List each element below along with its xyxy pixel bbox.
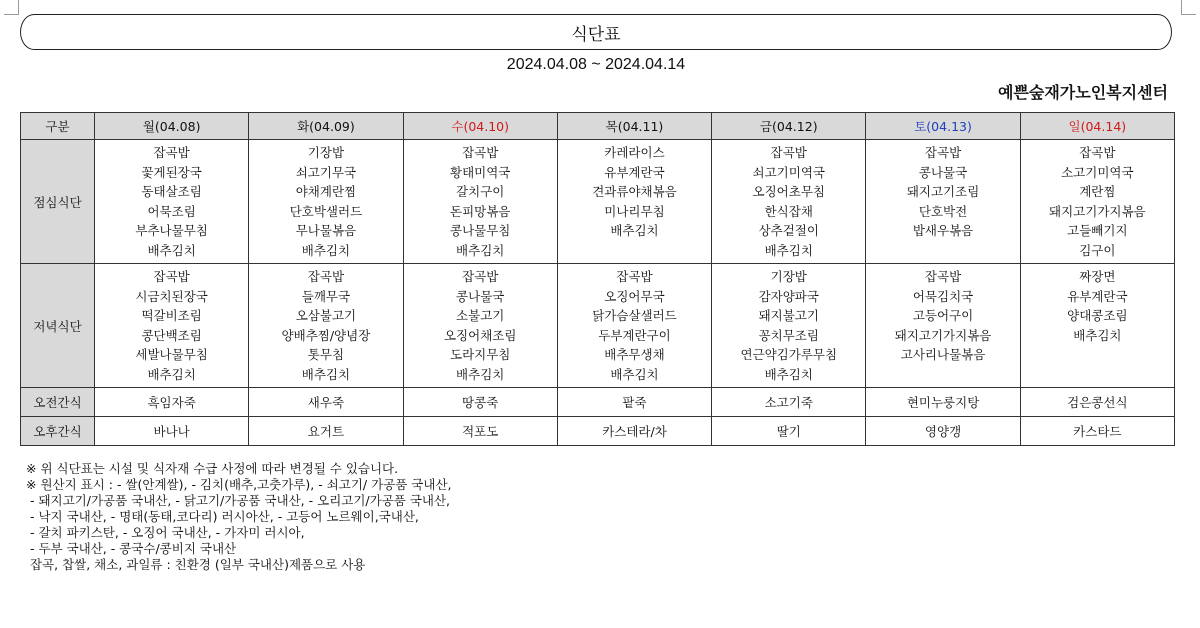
note-line: - 낙지 국내산, - 명태(동태,코다리) 러시아산, - 고등어 노르웨이,국내산, bbox=[26, 509, 419, 524]
menu-item: 견과류야채볶음 bbox=[592, 184, 677, 199]
day-header: 수(04.10) bbox=[403, 113, 557, 140]
menu-item: 도라지무침 bbox=[450, 347, 511, 362]
menu-cell bbox=[866, 264, 1020, 388]
menu-item: 동태살조림 bbox=[141, 184, 202, 199]
menu-item: 돈피망볶음 bbox=[450, 203, 511, 219]
menu-item: 꽁치무조림 bbox=[758, 327, 819, 343]
menu-item: 돼지불고기 bbox=[758, 308, 819, 323]
meal-row-snack bbox=[21, 417, 1175, 446]
menu-item: 돼지고기조림 bbox=[906, 184, 980, 199]
menu-item: 꽃게된장국 bbox=[141, 164, 202, 180]
menu-item: 돼지고기가지볶음 bbox=[894, 327, 992, 343]
menu-item: 배추무생채 bbox=[604, 347, 665, 362]
menu-item: 잡곡밥 bbox=[924, 269, 962, 284]
menu-item: 배추김치 bbox=[1073, 327, 1122, 343]
menu-item: 소불고기 bbox=[456, 308, 505, 323]
menu-cell bbox=[866, 417, 1020, 446]
menu-item: 단호박샐러드 bbox=[289, 203, 363, 219]
menu-item: 오징어채조림 bbox=[443, 327, 517, 343]
menu-item: 톳무침 bbox=[307, 347, 345, 362]
menu-item: 콩단백조림 bbox=[141, 327, 202, 343]
menu-item: 쇠고기무국 bbox=[295, 164, 357, 180]
menu-cell bbox=[403, 417, 557, 446]
menu-cell bbox=[712, 388, 866, 417]
menu-item: 배추김치 bbox=[610, 366, 659, 382]
menu-cell bbox=[95, 264, 249, 388]
menu-item: 잡곡밥 bbox=[1079, 145, 1116, 160]
menu-item: 잡곡밥 bbox=[462, 145, 499, 160]
menu-item: 세발나물무침 bbox=[135, 347, 208, 362]
menu-cell bbox=[557, 417, 711, 446]
menu-item: 배추김치 bbox=[147, 242, 196, 258]
menu-item: 떡갈비조림 bbox=[141, 308, 202, 323]
menu-item: 소고기죽 bbox=[764, 395, 813, 410]
menu-item: 땅콩죽 bbox=[462, 395, 499, 410]
menu-cell bbox=[557, 140, 711, 264]
corner-label: 구분 bbox=[21, 113, 95, 140]
menu-item: 어묵김치국 bbox=[912, 288, 974, 304]
menu-item: 두부계란구이 bbox=[598, 327, 671, 343]
center-name: 예쁜숲재가노인복지센터 bbox=[997, 83, 1168, 102]
menu-item: 콩나물무침 bbox=[450, 223, 511, 238]
menu-item: 잡곡밥 bbox=[153, 145, 190, 160]
meal-table bbox=[20, 112, 1175, 446]
menu-item: 닭가슴살샐러드 bbox=[592, 308, 677, 323]
notes bbox=[26, 461, 452, 573]
menu-cell bbox=[1020, 417, 1174, 446]
menu-cell bbox=[1020, 388, 1174, 417]
menu-item: 고사리나물볶음 bbox=[900, 347, 986, 362]
menu-item: 잡곡밥 bbox=[924, 145, 962, 160]
row-label: 저녁식단 bbox=[21, 264, 95, 388]
menu-item: 잡곡밥 bbox=[462, 269, 499, 284]
menu-item: 배추김치 bbox=[456, 242, 505, 258]
menu-item: 계란찜 bbox=[1079, 184, 1116, 199]
menu-item: 카레라이스 bbox=[604, 145, 665, 160]
menu-item: 연근약김가루무침 bbox=[740, 347, 838, 362]
menu-cell bbox=[557, 264, 711, 388]
menu-item: 어묵조림 bbox=[147, 203, 196, 219]
menu-item: 밥새우볶음 bbox=[912, 223, 974, 238]
menu-item: 배추김치 bbox=[301, 242, 351, 258]
corner-mark-top-right bbox=[1181, 0, 1196, 15]
menu-item: 김구이 bbox=[1079, 242, 1116, 258]
menu-cell bbox=[249, 388, 403, 417]
menu-item: 적포도 bbox=[462, 424, 499, 439]
menu-item: 배추김치 bbox=[610, 223, 659, 238]
menu-item: 상추겉절이 bbox=[758, 223, 819, 238]
menu-cell bbox=[403, 264, 557, 388]
menu-item: 유부계란국 bbox=[1067, 288, 1128, 304]
menu-item: 잡곡밥 bbox=[770, 145, 807, 160]
menu-cell bbox=[712, 140, 866, 264]
menu-cell bbox=[95, 388, 249, 417]
menu-cell bbox=[712, 417, 866, 446]
menu-cell bbox=[95, 417, 249, 446]
menu-item: 들깨무국 bbox=[301, 288, 351, 304]
menu-item: 잡곡밥 bbox=[153, 269, 190, 284]
menu-cell bbox=[1020, 140, 1174, 264]
day-header: 금(04.12) bbox=[712, 113, 866, 140]
menu-item: 바나나 bbox=[153, 424, 190, 439]
menu-cell bbox=[866, 140, 1020, 264]
menu-item: 현미누룽지탕 bbox=[906, 395, 980, 410]
header-row bbox=[21, 113, 1175, 140]
menu-item: 미나리무침 bbox=[604, 203, 665, 219]
note-line: - 돼지고기/가공품 국내산, - 닭고기/가공품 국내산, - 오리고기/가공품 국내산, bbox=[26, 493, 451, 508]
menu-cell bbox=[1020, 264, 1174, 388]
row-label: 오전간식 bbox=[21, 388, 95, 417]
menu-item: 짜장면 bbox=[1079, 269, 1116, 284]
menu-cell bbox=[557, 388, 711, 417]
menu-item: 오징어초무침 bbox=[752, 184, 825, 199]
menu-cell bbox=[403, 140, 557, 264]
page-title: 식단표 bbox=[571, 24, 621, 45]
menu-cell bbox=[95, 140, 249, 264]
menu-item: 갈치구이 bbox=[456, 184, 505, 199]
day-header: 목(04.11) bbox=[557, 113, 711, 140]
menu-item: 고들빼기지 bbox=[1067, 223, 1128, 238]
menu-item: 배추김치 bbox=[147, 366, 196, 382]
menu-item: 팥죽 bbox=[622, 395, 647, 410]
menu-item: 새우죽 bbox=[307, 395, 345, 410]
menu-cell bbox=[249, 417, 403, 446]
menu-cell bbox=[249, 140, 403, 264]
note-line: - 두부 국내산, - 콩국수/콩비지 국내산 bbox=[26, 541, 237, 556]
note-line: 잡곡, 찹쌀, 채소, 과일류 : 친환경 (일부 국내산)제품으로 사용 bbox=[26, 557, 366, 572]
corner-mark-top-left bbox=[4, 0, 19, 15]
menu-item: 검은콩선식 bbox=[1067, 395, 1128, 410]
menu-item: 딸기 bbox=[776, 424, 801, 439]
day-header: 일(04.14) bbox=[1020, 113, 1174, 140]
menu-item: 기장밥 bbox=[307, 145, 345, 160]
title-box bbox=[20, 14, 1172, 50]
day-header: 토(04.13) bbox=[866, 113, 1020, 140]
menu-item: 단호박전 bbox=[918, 203, 968, 219]
note-line: ※ 위 식단표는 시설 및 식자재 수급 사정에 따라 변경될 수 있습니다. bbox=[26, 461, 399, 476]
menu-item: 야채계란찜 bbox=[295, 184, 357, 199]
menu-item: 소고기미역국 bbox=[1061, 164, 1134, 180]
meal-row-snack bbox=[21, 388, 1175, 417]
row-label: 오후간식 bbox=[21, 417, 95, 446]
menu-item: 부추나물무침 bbox=[135, 223, 208, 238]
menu-cell bbox=[866, 388, 1020, 417]
menu-item: 배추김치 bbox=[456, 366, 505, 382]
menu-item: 양대콩조림 bbox=[1067, 308, 1128, 323]
menu-item: 배추김치 bbox=[764, 242, 813, 258]
menu-item: 잡곡밥 bbox=[307, 269, 345, 284]
menu-cell bbox=[403, 388, 557, 417]
menu-item: 오삼불고기 bbox=[295, 308, 357, 323]
menu-item: 황태미역국 bbox=[450, 164, 511, 180]
menu-item: 배추김치 bbox=[301, 366, 351, 382]
menu-item: 돼지고기가지볶음 bbox=[1049, 203, 1146, 219]
meal-row-lunch bbox=[21, 140, 1175, 264]
menu-item: 유부계란국 bbox=[604, 164, 665, 180]
menu-item: 무나물볶음 bbox=[295, 223, 357, 238]
menu-item: 카스타드 bbox=[1073, 424, 1122, 439]
row-label: 점심식단 bbox=[21, 140, 95, 264]
menu-item: 양배추찜/양념장 bbox=[281, 327, 371, 343]
menu-item: 흑임자죽 bbox=[147, 395, 196, 410]
menu-cell bbox=[712, 264, 866, 388]
menu-item: 오징어무국 bbox=[604, 288, 665, 304]
menu-item: 고등어구이 bbox=[912, 308, 974, 323]
day-header: 화(04.09) bbox=[249, 113, 403, 140]
menu-item: 콩나물국 bbox=[918, 164, 968, 180]
menu-item: 영양갱 bbox=[924, 424, 962, 439]
menu-cell bbox=[249, 264, 403, 388]
menu-item: 쇠고기미역국 bbox=[752, 164, 825, 180]
menu-item: 카스테라/차 bbox=[602, 424, 667, 439]
menu-item: 기장밥 bbox=[770, 269, 807, 284]
note-line: ※ 원산지 표시 : - 쌀(안계쌀), - 김치(배추,고춧가루), - 쇠고기/ 가공품 국내산, bbox=[26, 477, 452, 492]
menu-item: 요거트 bbox=[307, 424, 345, 439]
menu-item: 배추김치 bbox=[764, 366, 813, 382]
menu-item: 잡곡밥 bbox=[616, 269, 653, 284]
day-header: 월(04.08) bbox=[95, 113, 249, 140]
meal-row-dinner bbox=[21, 264, 1175, 388]
menu-item: 콩나물국 bbox=[456, 288, 505, 304]
menu-item: 시금치된장국 bbox=[135, 288, 208, 304]
date-range: 2024.04.08 ~ 2024.04.14 bbox=[506, 56, 686, 73]
menu-item: 감자양파국 bbox=[758, 288, 819, 304]
menu-item: 한식잡채 bbox=[764, 203, 813, 219]
note-line: - 갈치 파키스탄, - 오징어 국내산, - 가자미 러시아, bbox=[26, 525, 305, 540]
